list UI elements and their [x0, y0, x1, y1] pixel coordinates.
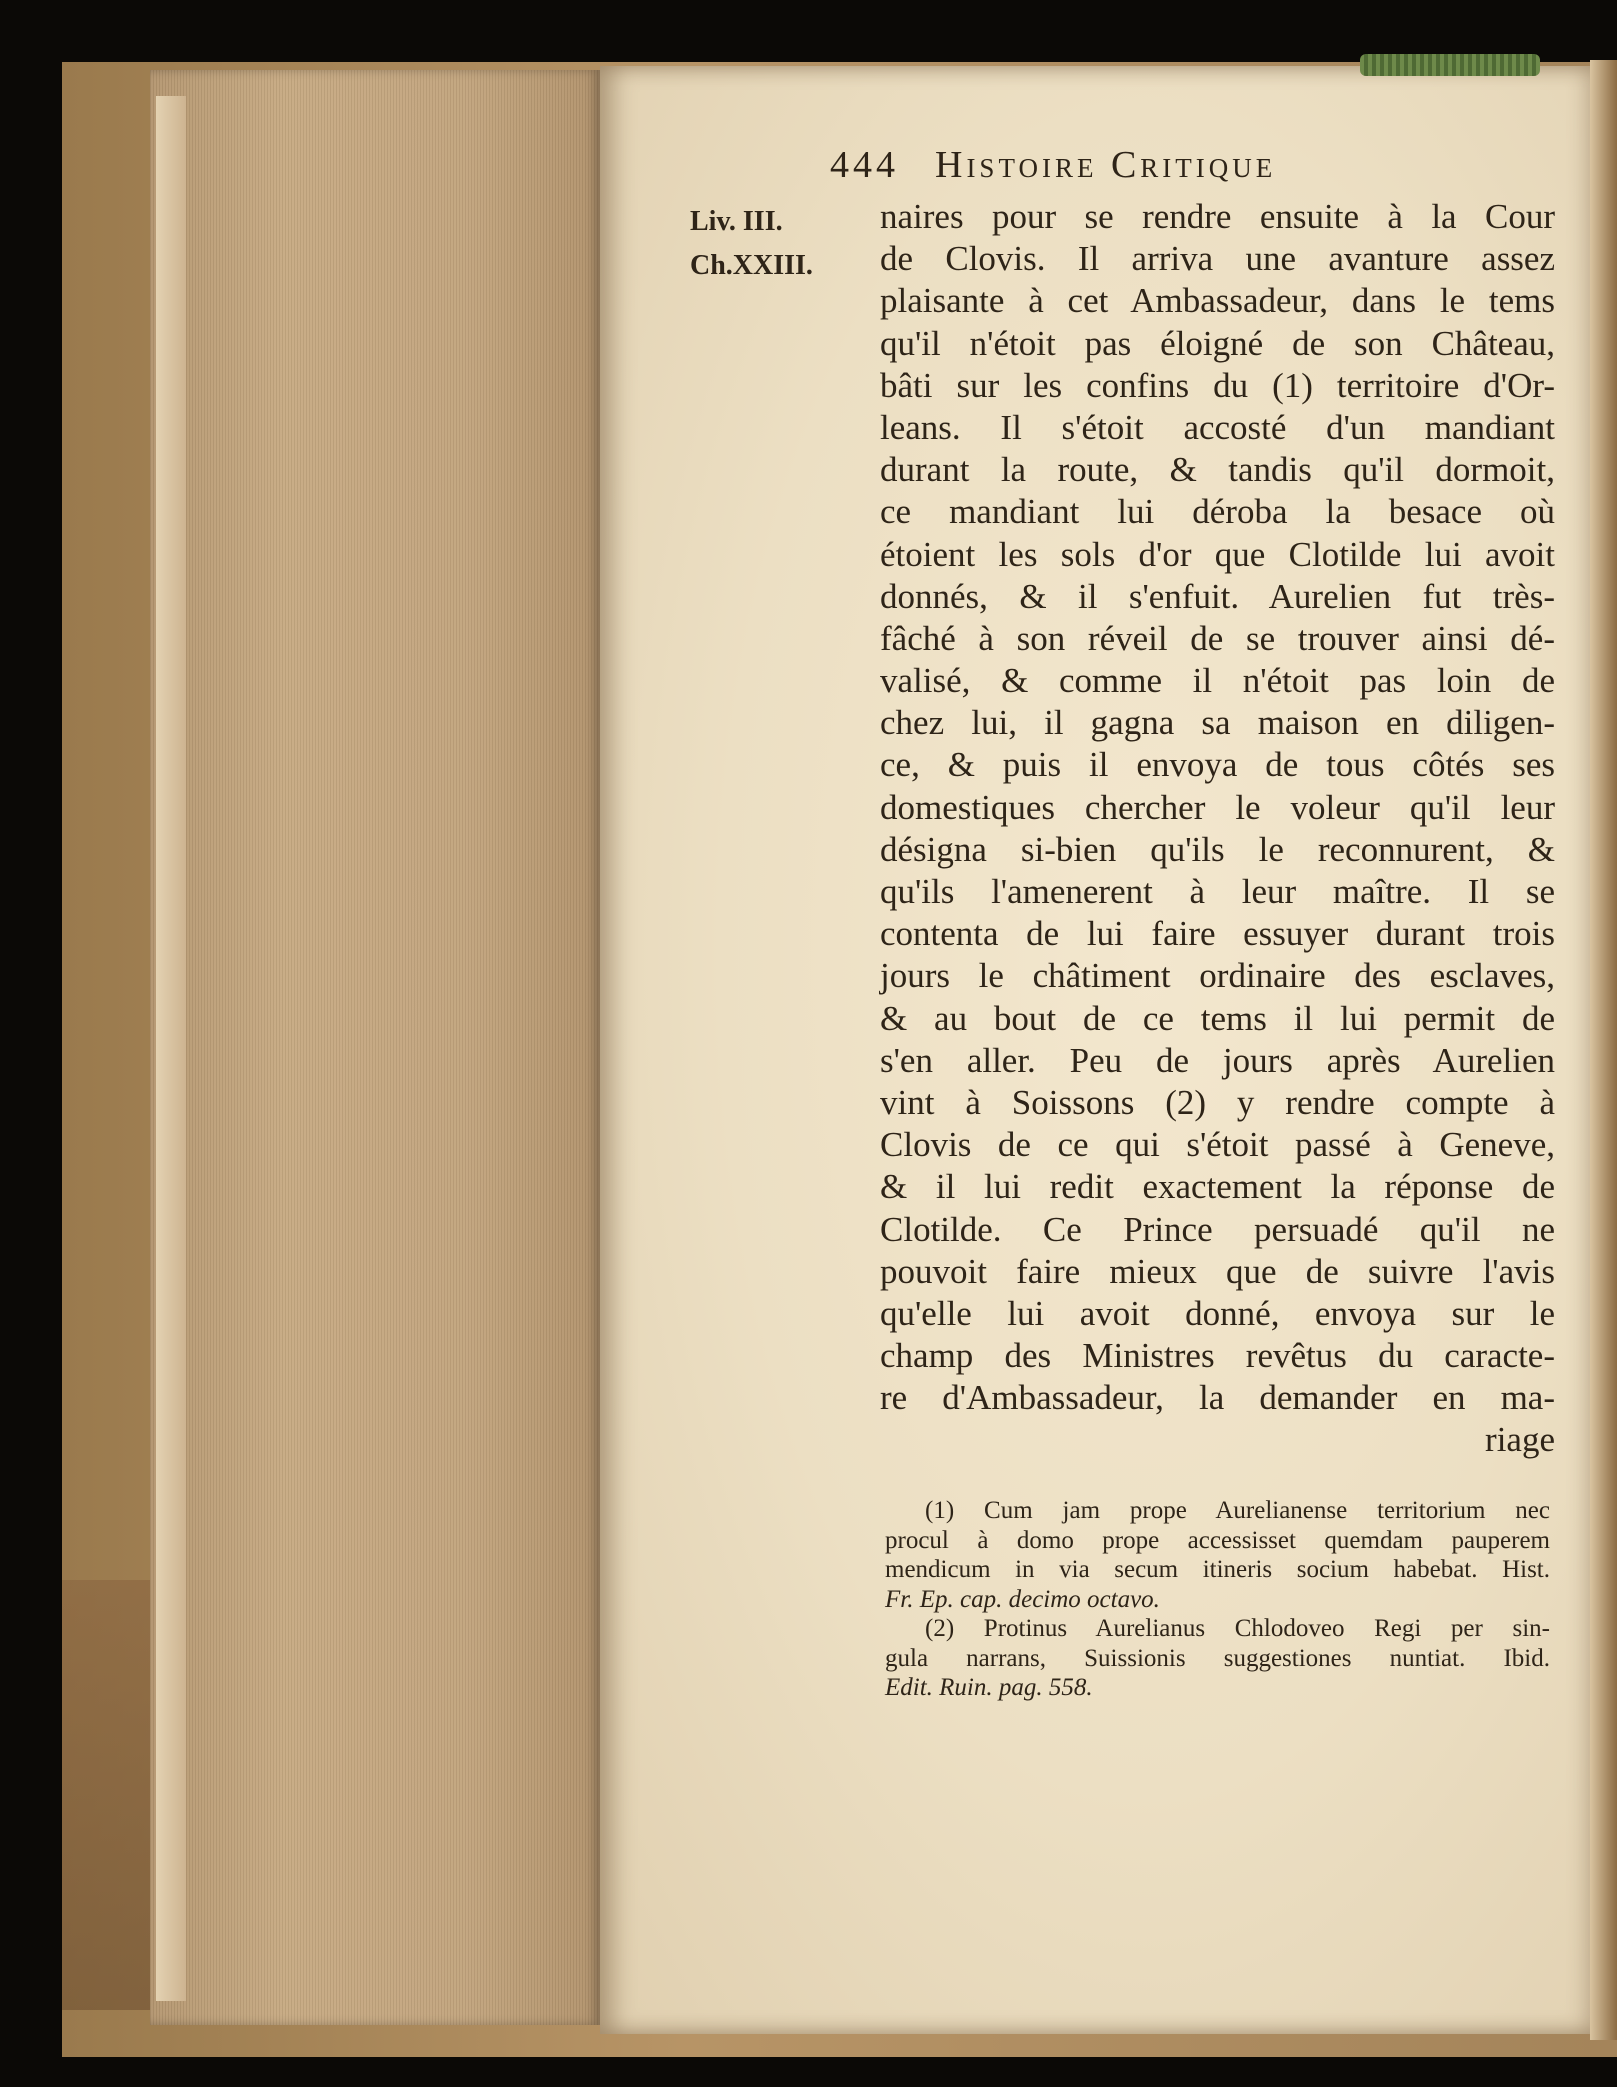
- body-line: champ des Ministres revêtus du caracte-: [880, 1336, 1555, 1376]
- body-line: valisé, & comme il n'étoit pas loin de: [880, 661, 1555, 701]
- body-line: ce, & puis il envoya de tous côtés ses: [880, 745, 1555, 785]
- footnote-1-line: procul à domo prope accessisset quemdam pauperem: [885, 1526, 1550, 1554]
- body-line: contenta de lui faire essuyer durant trois: [880, 914, 1555, 954]
- margin-chapter-number: Ch.XXIII.: [690, 250, 813, 281]
- body-line: s'en aller. Peu de jours après Aurelien: [880, 1040, 1555, 1080]
- body-line: pouvoit faire mieux que de suivre l'avis: [880, 1251, 1555, 1291]
- body-line: & au bout de ce tems il lui permit de: [880, 998, 1555, 1038]
- body-line: re d'Ambassadeur, la demander en ma-: [880, 1378, 1555, 1418]
- body-line: durant la route, & tandis qu'il dormoit,: [880, 450, 1555, 490]
- body-line: donnés, & il s'enfuit. Aurelien fut très-: [880, 576, 1555, 616]
- bookmark-ribbon: [1360, 54, 1540, 76]
- page-title: Histoire Critique: [935, 144, 1277, 186]
- body-line: ce mandiant lui déroba la besace où: [880, 492, 1555, 532]
- body-text: [880, 196, 1555, 1462]
- body-line: Clovis de ce qui s'étoit passé à Geneve,: [880, 1125, 1555, 1165]
- body-line: qu'ils l'amenerent à leur maître. Il se: [880, 872, 1555, 911]
- footnotes: [885, 1496, 1550, 1703]
- body-line: bâti sur les confins du (1) territoire d'Or-: [880, 365, 1555, 405]
- body-line: Clotilde. Ce Prince persuadé qu'il ne: [880, 1209, 1555, 1249]
- body-line: plaisante à cet Ambassadeur, dans le tems: [880, 281, 1555, 321]
- margin-book-number: Liv. III.: [690, 206, 783, 237]
- footnote-1-line: (1) Cum jam prope Aurelianense territorium nec: [925, 1497, 1550, 1524]
- body-line: naires pour se rendre ensuite à la Cour: [880, 197, 1555, 236]
- body-line: chez lui, il gagna sa maison en diligen-: [880, 703, 1555, 743]
- endpaper-strip: [156, 96, 186, 2001]
- body-line: jours le châtiment ordinaire des esclaves,: [880, 956, 1555, 996]
- body-line: qu'elle lui avoit donné, envoya sur le: [880, 1293, 1555, 1333]
- cover-wear: [62, 1580, 162, 2010]
- footnote-1-source: Fr. Ep. cap. decimo octavo.: [885, 1585, 1160, 1613]
- body-line: qu'il n'étoit pas éloigné de son Château,: [880, 323, 1555, 363]
- body-line: leans. Il s'étoit accosté d'un mandiant: [880, 407, 1555, 447]
- margin-note: [690, 200, 875, 288]
- body-line: désigna si-bien qu'ils le reconnurent, &: [880, 829, 1555, 869]
- body-line: fâché à son réveil de se trouver ainsi dé-: [880, 618, 1555, 658]
- body-line: vint à Soissons (2) y rendre compte à: [880, 1082, 1555, 1122]
- body-line: & il lui redit exactement la réponse de: [880, 1167, 1555, 1207]
- body-line: étoient les sols d'or que Clotilde lui avoit: [880, 534, 1555, 574]
- footnote-2-source: Edit. Ruin. pag. 558.: [885, 1674, 1093, 1701]
- body-line: domestiques chercher le voleur qu'il leur: [880, 787, 1555, 827]
- running-head: [830, 140, 1550, 190]
- footnote-2-line: gula narrans, Suissionis suggestiones nuntiat. Ibid.: [885, 1644, 1550, 1672]
- footnote-2-line: (2) Protinus Aurelianus Chlodoveo Regi per sin-: [925, 1615, 1550, 1642]
- footnote-1-line: mendicum in via secum itineris socium habebat. Hist.: [885, 1556, 1550, 1583]
- body-line: de Clovis. Il arriva une avanture assez: [880, 239, 1555, 279]
- catchword: riage: [1485, 1420, 1555, 1460]
- page-block-fore-edge: [150, 70, 600, 2025]
- facing-page-edge: [1590, 60, 1617, 2040]
- page-number: 444: [830, 144, 899, 186]
